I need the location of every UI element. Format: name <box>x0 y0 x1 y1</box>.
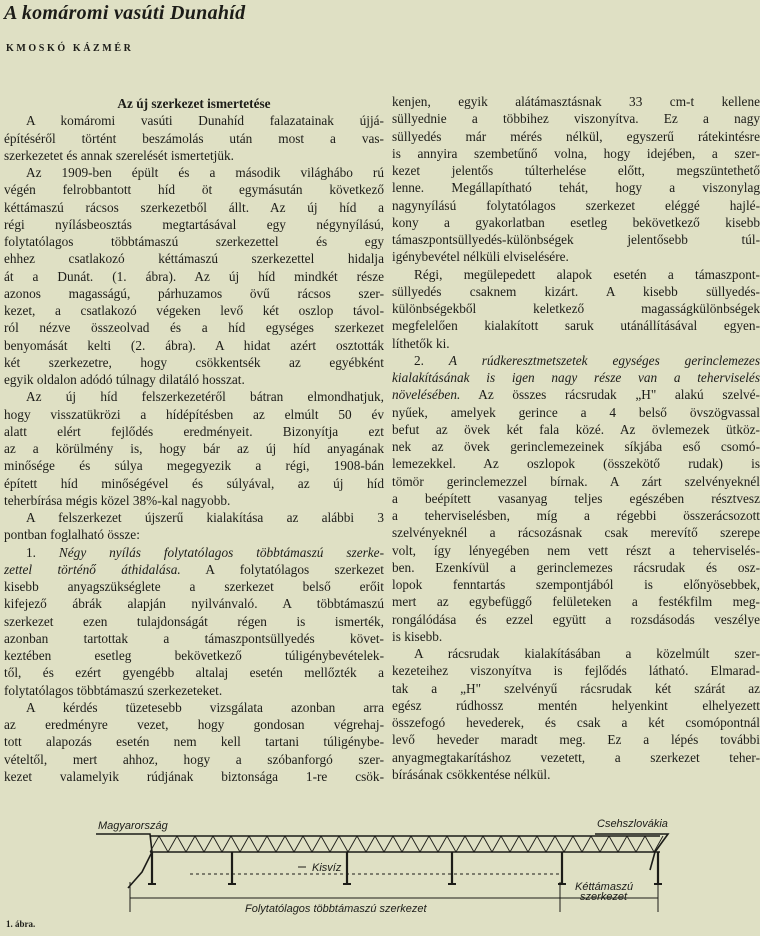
text-line <box>392 128 760 145</box>
article-author: KMOSKÓ KÁZMÉR <box>6 43 134 54</box>
text-line <box>392 386 760 403</box>
truss-diagonal <box>312 836 321 852</box>
list-number: 1. <box>26 544 59 560</box>
text: süllyedés csaknem kizárt. A kisebb süllyedés- <box>392 283 760 299</box>
truss-diagonal <box>546 836 555 852</box>
text: szerkezet ezen tulajdonságát régen is ismerték, <box>4 613 384 629</box>
truss-diagonal <box>348 836 357 852</box>
text: Régi, megülepedett alapok esetén a támaszpont- <box>414 266 760 282</box>
text: tak a „H" szelvényű rácsrudak két szárát az <box>392 680 760 696</box>
truss-diagonal <box>321 836 330 852</box>
truss-diagonal <box>402 836 411 852</box>
text-line <box>4 544 384 561</box>
text: tott alapozás esetén nem kell tartani túligénybe- <box>4 734 384 750</box>
text-line <box>392 490 760 507</box>
text: épített híd minőségével és súlyával, az új híd <box>4 475 384 491</box>
truss-diagonal <box>483 836 492 852</box>
italic-text: kialakításának is igen nagy része van a teherviselés <box>392 370 760 385</box>
text-line <box>4 354 384 371</box>
text: A felszerkezet újszerű kialakítása az alábbi 3 <box>26 510 384 525</box>
text: süllyedés már mérés nélkül, egyszerű rátekintésre <box>392 128 760 144</box>
text-line <box>4 371 384 388</box>
text: keztében esetleg bekövetkező túligénybevételek- <box>4 648 384 663</box>
truss-diagonal <box>339 836 348 852</box>
text: Az új híd felszerkezetéről bátran elmondhatjuk, <box>26 389 384 405</box>
text-line <box>392 248 760 265</box>
text-line <box>4 613 384 630</box>
text-line <box>4 337 384 354</box>
text: szelvényeknél a rácsozásnak csak merevítő szerepe <box>392 525 760 541</box>
truss-diagonal <box>501 836 510 852</box>
text-line <box>392 214 760 231</box>
text: megfelelően kialakított saruk utánállításával egyen- <box>392 318 760 334</box>
text: különbségekből keletkező magasságkülönbségek <box>392 301 760 316</box>
text: A folytatólagos szerkezet <box>180 561 384 577</box>
truss-diagonal <box>456 836 465 852</box>
text-line <box>4 457 384 474</box>
truss-diagonal <box>168 836 177 852</box>
truss-diagonal <box>636 836 645 852</box>
text: végén felrobbantott híd öt egymásután következő <box>4 182 384 198</box>
text: nek az övek gerinclemezeinek síkjába eső csomó- <box>392 439 760 454</box>
text-line <box>392 197 760 214</box>
text-line <box>392 559 760 576</box>
text-line <box>392 145 760 162</box>
truss-diagonal <box>492 836 501 852</box>
text-line <box>392 300 760 317</box>
text-line <box>4 733 384 750</box>
text-line <box>4 95 384 112</box>
text-line <box>392 110 760 127</box>
text-line <box>392 283 760 300</box>
text-line <box>4 440 384 457</box>
text-line <box>4 164 384 181</box>
left-embankment <box>96 834 152 888</box>
text-line <box>392 438 760 455</box>
truss-diagonal <box>258 836 267 852</box>
truss-diagonal <box>285 836 294 852</box>
text: ehhez csatlakozó kéttámaszú szerkezettel hidalja <box>4 251 384 267</box>
text-line <box>392 455 760 472</box>
text-line <box>4 768 384 785</box>
italic-text: zettel történő áthidalása. <box>4 561 181 577</box>
text-line <box>4 199 384 216</box>
text-line <box>392 231 760 248</box>
truss-diagonal <box>186 836 195 852</box>
text: igénybevétel nélküli elviselésére. <box>392 249 569 265</box>
text-line <box>4 647 384 664</box>
text: egyik oldalon adódó túlnagy dilatáló hosszat. <box>4 372 245 387</box>
label-continuous-structure: Folytatólagos többtámaszú szerkezet <box>245 903 427 915</box>
truss-diagonal <box>267 836 276 852</box>
text-line <box>4 233 384 250</box>
text: mert az egybefüggő felületeken a festékfilm meg- <box>392 594 760 610</box>
text: két szerkezetre, hogy csökkentsék az egyébként <box>4 354 384 370</box>
text-line <box>4 509 384 526</box>
truss-diagonal <box>429 836 438 852</box>
text-line <box>4 682 384 699</box>
truss-diagonal <box>330 836 339 852</box>
truss-diagonal <box>573 836 582 852</box>
text: Az összes rácsrudak „H" alakú szelvé- <box>460 387 760 403</box>
text-line <box>4 406 384 423</box>
text-line <box>392 766 760 783</box>
text: egész rúdhossz mentén helyenkint elhelyezett <box>392 697 760 713</box>
text-line <box>4 319 384 336</box>
truss <box>148 836 663 884</box>
text-line <box>4 302 384 319</box>
label-simple-structure-1: Kéttámaszú <box>575 881 634 893</box>
text: Az 1909-ben épült és a második világhábo rú <box>26 165 384 180</box>
text-line <box>4 285 384 302</box>
text: ben. Ezenkívül a gerinclemezes rácsrudak és osz- <box>392 559 760 575</box>
text: kéttámaszú rácsos szerkezetből állt. Az új híd a <box>4 199 384 215</box>
text: folytatólagos többtámaszú szerkezeteket. <box>4 682 223 698</box>
text-line <box>4 268 384 285</box>
truss-diagonal <box>240 836 249 852</box>
text-line <box>4 492 384 509</box>
text-line <box>392 369 760 386</box>
text: tömör gerinclemezzel bírnak. A zárt szelvényeknél <box>392 473 760 489</box>
text-line <box>392 317 760 334</box>
text-line <box>392 576 760 593</box>
text: alatt elért fejlődés eredményeit. Bizonyítja ezt <box>4 423 384 439</box>
list-number: 2. <box>414 352 449 368</box>
text: A rácsrudak kialakításában a közelmúlt szer- <box>414 646 760 661</box>
truss-diagonal <box>537 836 546 852</box>
text-line <box>4 423 384 440</box>
text-line <box>4 250 384 267</box>
text-line <box>4 578 384 595</box>
truss-diagonal <box>420 836 429 852</box>
truss-diagonal <box>375 836 384 852</box>
truss-diagonal <box>609 836 618 852</box>
text-line <box>4 475 384 492</box>
text: volt, így lényegében nem vett részt a teherviselés- <box>392 542 760 558</box>
text: bírásának csökkentése nélkül. <box>392 766 551 782</box>
text: anyagmegtakarításhoz vezetett, a szerkezet teher- <box>392 749 760 765</box>
truss-diagonal <box>294 836 303 852</box>
text: az a körülmény is, hogy bár az új híd anyagának <box>4 441 384 456</box>
text-line <box>392 628 760 645</box>
truss-diagonal <box>564 836 573 852</box>
text: azonos magasságú, párhuzamos övű rácsos szer- <box>4 285 384 301</box>
text: kony a gyakorlatban esetleg bekövetkező kisebb <box>392 214 760 230</box>
text-line <box>392 731 760 748</box>
text: nyűek, amelyek gerince a 4 belső övszögvassal <box>392 404 760 420</box>
text-line <box>392 162 760 179</box>
truss-diagonal <box>195 836 204 852</box>
truss-diagonal <box>204 836 213 852</box>
text: lopok fenntartás szempontjából is előnyösebbek, <box>392 577 760 592</box>
text: is kisebb. <box>392 628 443 644</box>
truss-diagonal <box>393 836 402 852</box>
truss-diagonal <box>447 836 456 852</box>
truss-diagonal <box>411 836 420 852</box>
text: szerkezetet és annak szerelését ismertetjük. <box>4 147 234 163</box>
text-line <box>4 751 384 768</box>
truss-diagonal <box>618 836 627 852</box>
truss-diagonal <box>510 836 519 852</box>
text-line <box>392 645 760 662</box>
truss-diagonal <box>384 836 393 852</box>
text-line <box>392 524 760 541</box>
article-title: A komáromi vasúti Dunahíd <box>4 2 246 24</box>
truss-diagonal <box>303 836 312 852</box>
text: kisebb anyagszükséglete a szerkezet belső erőit <box>4 579 384 594</box>
text-line <box>392 680 760 697</box>
truss-diagonal <box>159 836 168 852</box>
text-line <box>4 630 384 647</box>
left-text-column <box>4 95 384 785</box>
italic-text: növelésében. <box>392 387 461 403</box>
truss-diagonal <box>465 836 474 852</box>
truss-diagonal <box>555 836 564 852</box>
truss-diagonal <box>177 836 186 852</box>
text: is annyira szembetűnő volna, hogy idejében, a szer- <box>392 145 760 161</box>
text: a beépített vasanyag teljes egészében résztvesz <box>392 490 760 506</box>
truss-diagonal <box>528 836 537 852</box>
text-line <box>4 664 384 681</box>
text-line <box>392 697 760 714</box>
text-line <box>4 388 384 405</box>
text: lemezekkel. Az oszlopok (összekötő rudak) is <box>392 456 760 472</box>
text-line <box>4 147 384 164</box>
truss-diagonal <box>582 836 591 852</box>
text: Az új szerkezet ismertetése <box>117 96 271 111</box>
truss-diagonal <box>438 836 447 852</box>
text-line <box>392 93 760 110</box>
text-line <box>392 421 760 438</box>
label-low-water: Kisvíz <box>312 862 342 874</box>
text-line <box>4 699 384 716</box>
text: régi nyílásbeosztás megtartásával egy négynyílású, <box>4 216 384 232</box>
text: kezeteihez viszonyítva is fejlődés látható. Elmarad- <box>392 663 760 679</box>
text: ról nézve összeolvad és a híd egységes szerkezet <box>4 320 384 336</box>
truss-diagonal <box>591 836 600 852</box>
text: süllyednie a többihez viszonyítva. Ez a nagy <box>392 111 760 127</box>
bridge-elevation-figure <box>0 812 760 936</box>
bridge-drawing <box>0 812 760 922</box>
text: benyomását kelti (2. ábra). A hidat azért osztották <box>4 337 384 353</box>
text: kezet valamelyik rúdjának biztonsága 1-re csök- <box>4 768 384 784</box>
text: líthetők ki. <box>392 335 450 351</box>
truss-diagonal <box>357 836 366 852</box>
text: A komáromi vasúti Dunahíd falazatainak újjá- <box>26 113 384 129</box>
italic-text: Négy nyílás folytatólagos többtámaszú szerke- <box>58 544 384 560</box>
truss-diagonal <box>600 836 609 852</box>
text-line <box>4 181 384 198</box>
text: nagynyílású folytatólagos szerkezet eléggé hajlé- <box>392 197 760 213</box>
text-line <box>392 611 760 628</box>
text-line <box>392 542 760 559</box>
text-line <box>4 526 384 543</box>
truss-diagonal <box>213 836 222 852</box>
text-line <box>392 507 760 524</box>
text-line <box>392 714 760 731</box>
text-line <box>4 112 384 129</box>
text: hogy visszatükrözi a hídépítésben az elmúlt 50 év <box>4 406 384 422</box>
text: minősége és súlya megegyezik a régi, 1908-bán <box>4 458 384 474</box>
truss-diagonal <box>474 836 483 852</box>
text-line <box>392 404 760 421</box>
text-line <box>4 130 384 147</box>
text: rongálódása és ezzel együtt a rozsdásodás veszélye <box>392 611 760 627</box>
text: építéséről történt beszámolás után most a vas- <box>4 130 384 146</box>
text-line <box>392 749 760 766</box>
text-line <box>392 352 760 369</box>
figure-caption: 1. ábra. <box>6 919 36 929</box>
truss-diagonal <box>276 836 285 852</box>
text-line <box>4 561 384 578</box>
truss-diagonal <box>645 836 654 852</box>
text-line <box>392 179 760 196</box>
text: kenjen, egyik alátámasztásnak 33 cm-t kellene <box>392 94 760 109</box>
text-line <box>392 593 760 610</box>
truss-diagonal <box>249 836 258 852</box>
text-line <box>4 595 384 612</box>
truss-diagonal <box>627 836 636 852</box>
text-line <box>392 473 760 490</box>
text: az eredményre vezet, hogy gondosan végrehaj- <box>4 717 384 732</box>
truss-diagonal <box>366 836 375 852</box>
text: befut az övek két fala közé. Az övlemezek ütköz- <box>392 421 760 437</box>
text: a teherviselésben, míg a régebbi összerácsozott <box>392 508 760 523</box>
text: azonban tartottak a támaszpontsüllyedés követ- <box>4 630 384 646</box>
right-text-column <box>392 93 760 783</box>
text: levő heveder maradt meg. Ez a lépés további <box>392 732 760 748</box>
truss-diagonal <box>222 836 231 852</box>
label-hungary: Magyarország <box>98 820 168 832</box>
truss-diagonal <box>519 836 528 852</box>
text: összefogó hevederek, és csak a két csomópontnál <box>392 715 760 730</box>
text: lenne. Megállapítható tehát, hogy a viszonylag <box>392 180 760 196</box>
truss-diagonal <box>231 836 240 852</box>
text-line <box>392 335 760 352</box>
text: től, és ezért gyengébb altalaj esetén mellőzték a <box>4 665 384 681</box>
text: át a Dunát. (1. ábra). Az új híd mindkét része <box>4 268 384 284</box>
text-line <box>392 662 760 679</box>
text: pontban foglalható össze: <box>4 527 140 543</box>
text: kezet, a csatlakozó végeken levő két oszlop távol- <box>4 303 384 318</box>
text: kezet jelentős túlterhelése előtt, megszüntethető <box>392 163 760 178</box>
text-line <box>4 716 384 733</box>
text: vételtől, mert ahhoz, hogy a szóbanforgó szer- <box>4 751 384 767</box>
text-line <box>392 266 760 283</box>
text: folytatólagos többtámaszú szerkezettel és egy <box>4 234 384 249</box>
text: kifejező ábrák alapján nyilvánvaló. A többtámaszú <box>4 596 384 612</box>
label-simple-structure-2: szerkezet <box>580 891 628 903</box>
text: A kérdés tüzetesebb vizsgálata azonban arra <box>26 699 384 715</box>
label-czechoslovakia: Csehszlovákia <box>597 818 668 830</box>
italic-text: A rúdkeresztmetszetek egységes gerinclemezes <box>448 352 760 368</box>
text: teherbírása mégis közel 38%-kal nagyobb. <box>4 492 231 508</box>
text: támaszpontsüllyedés-különbségek jelentősebb túl- <box>392 232 760 247</box>
text-line <box>4 216 384 233</box>
